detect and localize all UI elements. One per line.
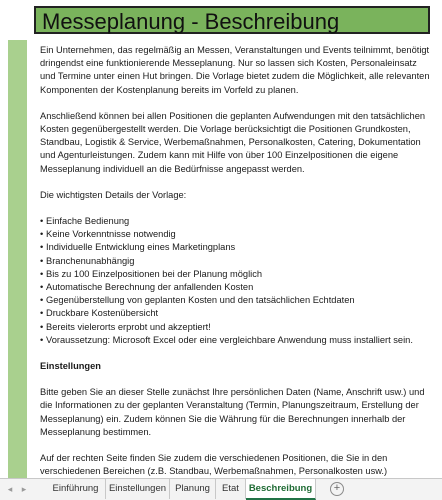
sheet-tab-bar (0, 478, 442, 500)
right-margin (436, 40, 442, 478)
bullet-icon: • (40, 295, 44, 306)
bullet-icon: • (40, 308, 44, 319)
tab-scroll-left-icon[interactable]: ◂ (7, 484, 13, 494)
paragraph-details-heading: Die wichtigsten Details der Vorlage: (40, 189, 187, 200)
tab-planung[interactable]: Planung (170, 479, 216, 499)
bullet-icon: • (40, 268, 44, 279)
tab-scroll-right-icon[interactable]: ▸ (21, 484, 27, 494)
bullet-icon: • (40, 229, 44, 240)
list-item: • Bereits vielerorts erprobt und akzeptiert! (40, 321, 432, 334)
list-item: • Einfache Bedienung (40, 215, 432, 228)
bullet-icon: • (40, 321, 44, 332)
add-sheet-icon[interactable]: + (330, 482, 344, 496)
tab-beschreibung[interactable]: Beschreibung (246, 479, 316, 500)
page-title: Messeplanung - Beschreibung (42, 9, 340, 34)
list-item: • Keine Vorkenntnisse notwendig (40, 228, 432, 241)
list-item: • Gegenüberstellung von geplanten Kosten und den tatsächlichen Echtdaten (40, 294, 432, 307)
description-content (40, 44, 432, 478)
list-item: • Automatische Berechnung der anfallenden Kosten (40, 281, 432, 294)
title-cell[interactable] (34, 6, 430, 34)
paragraph-settings: Bitte geben Sie an dieser Stelle zunächst Ihre persönlichen Daten (Name, Anschrift usw.) und die Informationen zu der geplanten Veranstaltung (Termin, Planungszeitraum, Erstellung der Messeplanung) ein. Zudem können Sie die Währung für die Berechnungen innerhalb der Messeplanung bestimmen. (40, 387, 425, 437)
green-side-band (8, 40, 27, 478)
tab-einfuehrung[interactable]: Einführung (46, 479, 106, 499)
bullet-icon: • (40, 216, 44, 227)
paragraph-intro: Ein Unternehmen, das regelmäßig an Messen, Veranstaltungen und Events teilnimmt, benötigt dringendst eine funktionierende Messeplanung. Nur so lassen sich Kosten, Personaleinsatz und Termine unter einen Hut bringen. Die Vorlage bietet zudem die Möglichkeit, alle relevanten Komponenten der Kostenplanung bereits im Vorfeld zu planen. (40, 45, 430, 95)
left-gutter (0, 0, 5, 478)
list-item: • Individuelle Entwicklung eines Marketingplans (40, 241, 432, 254)
bullet-icon: • (40, 242, 44, 253)
list-item: • Druckbare Kostenübersicht (40, 307, 432, 320)
tab-etat[interactable]: Etat (216, 479, 246, 499)
paragraph-comparison: Anschließend können bei allen Positionen die geplanten Aufwendungen mit den tatsächlichen Kosten gegenübergestellt werden. Die Vorlage berücksichtigt die Positionen Grundkosten, Standbau, Logistik & Service, Werbemaßnahmen, Personalkosten, Catering, Dokumentation und Agenturleistungen. Zudem kann mit Hilfe von über 100 Einzelpositionen die eigene Messeplanung individuell an die Bedürfnisse angepasst werden. (40, 110, 426, 174)
list-item: • Bis zu 100 Einzelpositionen bei der Planung möglich (40, 268, 432, 281)
bullet-icon: • (40, 334, 44, 345)
settings-heading: Einstellungen (40, 361, 101, 372)
feature-list (40, 215, 432, 347)
tab-einstellungen[interactable]: Einstellungen (106, 479, 170, 499)
list-item: • Voraussetzung: Microsoft Excel oder eine vergleichbare Anwendung muss installiert sein. (40, 334, 432, 347)
paragraph-positions: Auf der rechten Seite finden Sie zudem die verschiedenen Positionen, die Sie in den verschiedenen Bereichen (z.B. Standbau, Werbemaßnahmen, Personalkosten usw.) (40, 453, 388, 477)
bullet-icon: • (40, 282, 44, 293)
list-item: • Branchenunabhängig (40, 255, 432, 268)
bullet-icon: • (40, 255, 44, 266)
